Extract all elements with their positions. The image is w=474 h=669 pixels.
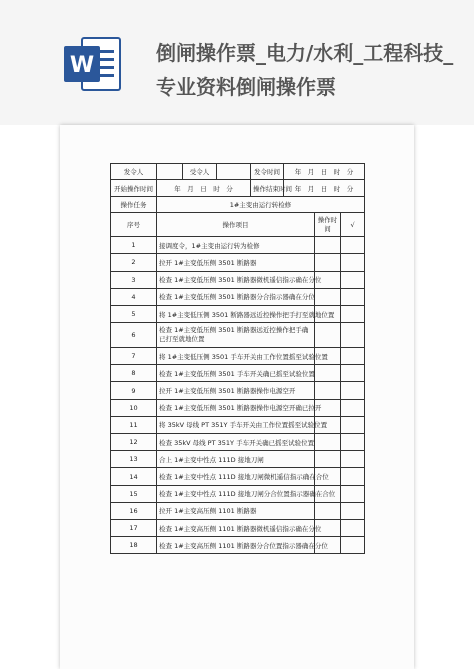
step-text: 拉开 1#主变高压侧 1101 断路器 (157, 502, 315, 519)
step-text: 检查 1#主变低压侧 3501 手车开关确已摇至试验位置 (157, 365, 315, 382)
task-label: 操作任务 (111, 196, 157, 212)
step-number: 9 (111, 382, 157, 399)
step-row (111, 468, 365, 485)
step-text: 接调度令，1#主变由运行转为检修 (157, 237, 315, 254)
step-row (111, 288, 365, 305)
start-time-label: 开始操作时间 (111, 180, 157, 196)
step-text: 检查 1#主变中性点 111D 接地刀闸分合位置指示器确在合位 (157, 485, 315, 502)
step-check-cell (341, 254, 365, 271)
step-row (111, 434, 365, 451)
step-row (111, 451, 365, 468)
receiver-label: 受令人 (183, 164, 217, 180)
document-page (60, 125, 414, 669)
step-time-cell (315, 288, 341, 305)
step-row (111, 485, 365, 502)
step-text: 合上 1#主变中性点 111D 接地刀闸 (157, 451, 315, 468)
end-time-value: 年 月 日 时 分 (284, 180, 365, 196)
step-number: 2 (111, 254, 157, 271)
step-number: 12 (111, 434, 157, 451)
step-time-cell (315, 323, 341, 348)
step-check-cell (341, 485, 365, 502)
step-text: 检查 1#主变低压侧 3501 断路器分合指示器确在分位 (157, 288, 315, 305)
task-value: 1#主变由运行转检修 (157, 196, 365, 212)
column-time: 操作时间 (315, 213, 341, 237)
step-check-cell (341, 399, 365, 416)
step-check-cell (341, 434, 365, 451)
step-text: 将 1#主变低压侧 3501 手车开关由工作位置摇至试验位置 (157, 348, 315, 365)
step-row (111, 348, 365, 365)
svg-text:W: W (69, 53, 95, 78)
step-row (111, 399, 365, 416)
step-row (111, 502, 365, 519)
step-text: 将 1#主变低压侧 3501 断路器远近控操作把手打至就地位置 (157, 305, 315, 322)
step-number: 14 (111, 468, 157, 485)
step-row (111, 365, 365, 382)
step-number: 15 (111, 485, 157, 502)
step-number: 7 (111, 348, 157, 365)
step-text: 拉开 1#主变低压侧 3501 断路器 (157, 254, 315, 271)
step-check-cell (341, 237, 365, 254)
step-check-cell (341, 537, 365, 554)
step-time-cell (315, 365, 341, 382)
step-time-cell (315, 434, 341, 451)
step-number: 3 (111, 271, 157, 288)
step-number: 4 (111, 288, 157, 305)
column-check: √ (341, 213, 365, 237)
start-time-value: 年 月 日 时 分 (157, 180, 251, 196)
issue-time-value: 年 月 日 时 分 (284, 164, 365, 180)
step-time-cell (315, 382, 341, 399)
ticket-row-times (111, 180, 365, 196)
word-icon (60, 32, 124, 96)
step-number: 5 (111, 305, 157, 322)
step-text: 拉开 1#主变低压侧 3501 断路器操作电源空开 (157, 382, 315, 399)
step-row (111, 254, 365, 271)
step-text: 检查 35kV 母线 PT 351Y 手车开关确已摇至试验位置 (157, 434, 315, 451)
step-check-cell (341, 519, 365, 536)
column-item: 操作项目 (157, 213, 315, 237)
step-number: 8 (111, 365, 157, 382)
step-number: 6 (111, 323, 157, 348)
end-time-label: 操作结束时间 (251, 180, 284, 196)
step-text: 检查 1#主变低压侧 3501 断路器微机遥信指示确在分位 (157, 271, 315, 288)
step-text: 检查 1#主变高压侧 1101 断路器微机遥信指示确在分位 (157, 519, 315, 536)
step-check-cell (341, 468, 365, 485)
step-row (111, 537, 365, 554)
column-header-row (111, 213, 365, 237)
step-row (111, 305, 365, 322)
step-row (111, 237, 365, 254)
step-number: 18 (111, 537, 157, 554)
steps-body (111, 237, 365, 554)
step-row (111, 382, 365, 399)
step-text: 检查 1#主变低压侧 3501 断路器远近控操作把手确已打至就地位置 (157, 323, 315, 348)
step-time-cell (315, 451, 341, 468)
step-text: 检查 1#主变高压侧 1101 断路器分合位置指示器确在分位 (157, 537, 315, 554)
step-text: 检查 1#主变低压侧 3501 断路器操作电源空开确已拉开 (157, 399, 315, 416)
step-row (111, 271, 365, 288)
step-check-cell (341, 382, 365, 399)
step-row (111, 519, 365, 536)
issue-time-label: 发令时间 (251, 164, 284, 180)
step-number: 17 (111, 519, 157, 536)
step-row (111, 416, 365, 433)
step-check-cell (341, 348, 365, 365)
step-check-cell (341, 365, 365, 382)
ticket-row-issuer (111, 164, 365, 180)
step-row (111, 323, 365, 348)
operation-ticket-table (110, 163, 365, 554)
step-number: 11 (111, 416, 157, 433)
step-time-cell (315, 502, 341, 519)
step-check-cell (341, 451, 365, 468)
receiver-value (217, 164, 251, 180)
issuer-value (157, 164, 183, 180)
step-text: 将 35kV 母线 PT 351Y 手车开关由工作位置摇至试验位置 (157, 416, 315, 433)
step-check-cell (341, 323, 365, 348)
ticket-row-task (111, 196, 365, 212)
page-title: 倒闸操作票_电力/水利_工程科技_专业资料倒闸操作票 (156, 41, 454, 99)
step-number: 16 (111, 502, 157, 519)
header-band (0, 0, 474, 125)
issuer-label: 发令人 (111, 164, 157, 180)
step-check-cell (341, 288, 365, 305)
step-number: 1 (111, 237, 157, 254)
step-text: 检查 1#主变中性点 111D 接地刀闸微机遥信指示确在合位 (157, 468, 315, 485)
step-number: 13 (111, 451, 157, 468)
step-number: 10 (111, 399, 157, 416)
step-time-cell (315, 237, 341, 254)
step-check-cell (341, 502, 365, 519)
column-seq: 序号 (111, 213, 157, 237)
step-time-cell (315, 254, 341, 271)
step-check-cell (341, 271, 365, 288)
step-check-cell (341, 416, 365, 433)
step-check-cell (341, 305, 365, 322)
